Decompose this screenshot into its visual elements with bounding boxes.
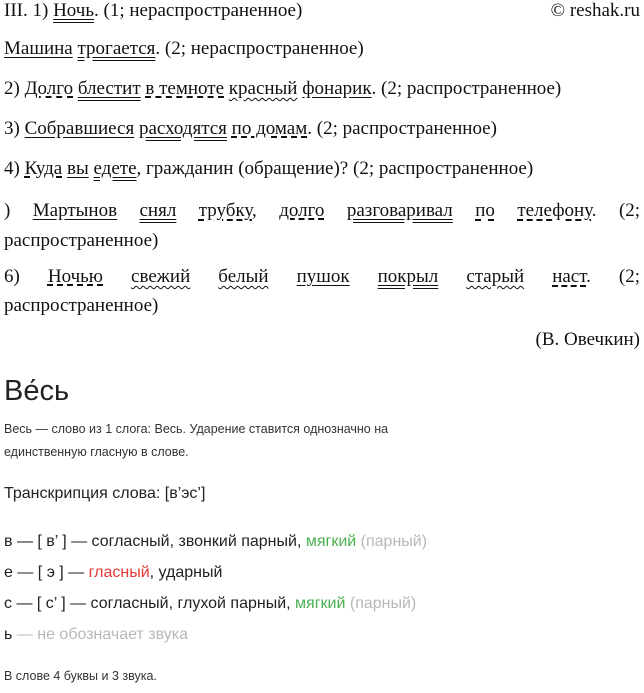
sound: — [ с’ ] — — [12, 595, 91, 612]
attribute-word: свежий — [131, 266, 191, 287]
vowel-tag: гласный — [88, 564, 150, 581]
word-description: Весь — слово из 1 слога: Весь. Ударение ставится однозначно на единственную гласную в слове. — [4, 422, 389, 459]
item-5-continuation: распространенное) — [4, 230, 159, 251]
adverbial-word: в темноте — [145, 78, 225, 99]
no-sound-note: не обозначает звука — [37, 626, 189, 643]
item-3 — [4, 118, 497, 140]
item-number: 4) — [4, 158, 25, 179]
letter: в — [4, 533, 13, 550]
predicate-word: Ночь — [53, 0, 95, 21]
letter-row — [4, 563, 222, 583]
letter: ь — [4, 626, 13, 643]
predicate-word: трогается — [77, 38, 156, 59]
sound-characteristics: согласный, глухой парный, — [90, 595, 296, 612]
object-word: телефону — [517, 200, 592, 221]
sound-characteristics: согласный, звонкий парный, — [91, 533, 306, 550]
sound: — [ э ] — — [12, 564, 89, 581]
dash: — — [12, 626, 38, 643]
subject-word: пушок — [296, 266, 350, 287]
item-note: . (2; распространенное) — [371, 78, 562, 99]
subject-word: вы — [66, 158, 89, 179]
adverbial-word: по домам — [231, 118, 308, 139]
adverbial-word: Куда — [24, 158, 63, 179]
letter-sound-summary: В слове 4 буквы и 3 звука. — [4, 669, 157, 683]
letter-row — [4, 594, 416, 614]
subject-word: Собравшиеся — [24, 118, 135, 139]
subject-word: Машина — [4, 38, 73, 59]
paired-note: (парный) — [356, 533, 428, 550]
item-number: III. 1) — [4, 0, 54, 21]
item-number: 3) — [4, 118, 25, 139]
attribute-word: старый — [466, 266, 525, 287]
author-attribution: (В. Овечкин) — [535, 329, 640, 350]
subject-word: Мартынов — [32, 200, 118, 221]
predicate-word: едете — [93, 158, 137, 179]
item-note: . (2; — [586, 266, 641, 287]
item-number: 6) — [4, 266, 20, 287]
paired-note: (парный) — [345, 595, 417, 612]
word-title: Ве́сь — [4, 375, 70, 407]
soft-tag: мягкий — [295, 595, 346, 612]
predicate-word: расходятся — [138, 118, 227, 139]
copyright: © reshak.ru — [550, 0, 640, 21]
letter: е — [4, 564, 13, 581]
item-note: . (2; нераспространенное) — [155, 38, 364, 59]
item-4 — [4, 158, 533, 180]
soft-tag: мягкий — [305, 533, 357, 550]
adverbial-word: долго — [279, 200, 325, 221]
letter-row — [4, 532, 427, 552]
item-number: ) — [4, 200, 11, 221]
stress-note: , ударный — [149, 564, 223, 581]
letter-row — [4, 625, 188, 645]
predicate-word: блестит — [77, 78, 141, 99]
transcription: Транскрипция слова: [в’эс’] — [4, 485, 206, 502]
item-number: 2) — [4, 78, 25, 99]
attribute-word: красный — [228, 78, 298, 99]
item-2 — [4, 78, 561, 100]
object-word: трубку — [198, 200, 253, 221]
item-note: , гражданин (обращение)? (2; распространенное) — [136, 158, 534, 179]
adverbial-word: Ночью — [47, 266, 104, 287]
subject-word: фонарик — [302, 78, 372, 99]
letter: с — [4, 595, 12, 612]
item-note: . (2; — [591, 200, 641, 221]
sound: — [ в’ ] — — [12, 533, 92, 550]
punctuation: , — [252, 200, 257, 221]
item-note: . (1; нераспространенное) — [94, 0, 303, 21]
predicate-word: разговаривал — [346, 200, 453, 221]
predicate-word: снял — [139, 200, 177, 221]
object-word: по — [475, 200, 495, 221]
attribute-word: белый — [218, 266, 269, 287]
predicate-word: покрыл — [377, 266, 439, 287]
item-note: . (2; распространенное) — [307, 118, 497, 139]
adverbial-word: Долго — [24, 78, 74, 99]
item-6 — [4, 266, 640, 288]
item-mashina — [4, 38, 364, 60]
item-1 — [4, 0, 302, 22]
item-5 — [4, 200, 640, 222]
item-6-continuation: распространенное) — [4, 295, 159, 316]
object-word: наст — [552, 266, 587, 287]
